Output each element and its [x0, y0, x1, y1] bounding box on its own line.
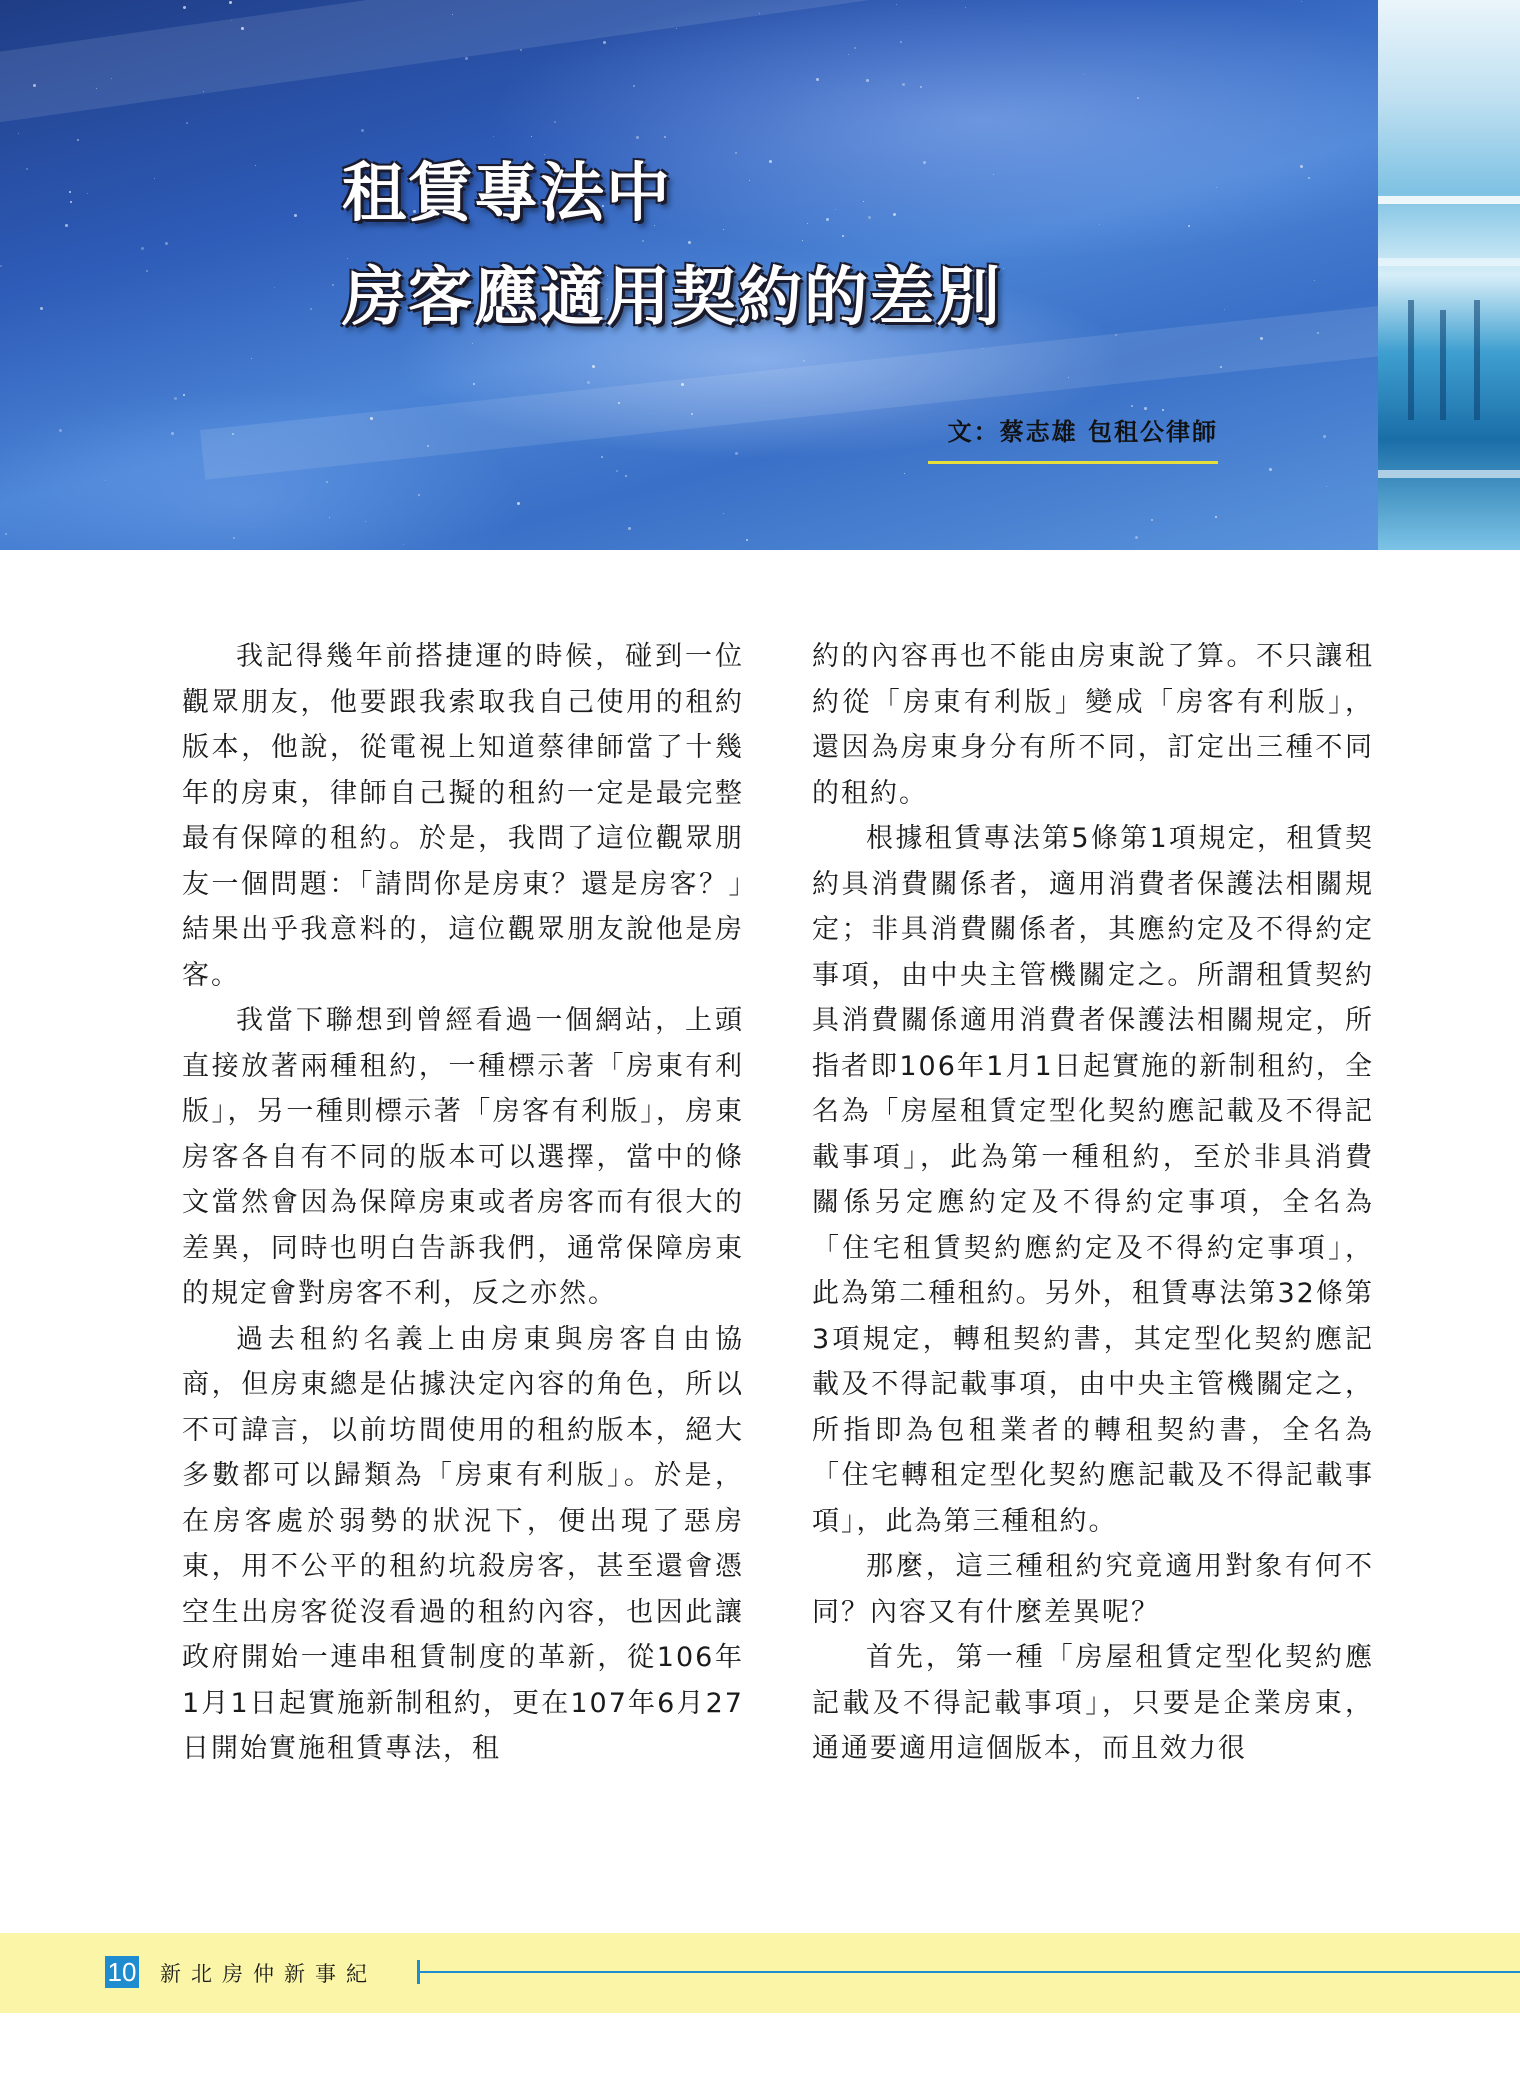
- star-dot: [554, 121, 556, 123]
- star-dot: [520, 49, 522, 51]
- star-dot: [452, 14, 453, 15]
- star-dot: [863, 201, 864, 202]
- paragraph: 那麼，這三種租約究竟適用對象有何不同？內容又有什麼差異呢？: [812, 1551, 1374, 1628]
- star-dot: [186, 122, 188, 124]
- star-dot: [165, 242, 168, 245]
- star-dot: [310, 308, 312, 310]
- star-dot: [347, 258, 348, 259]
- byline-underline: [928, 461, 1218, 464]
- star-dot: [749, 180, 750, 181]
- star-dot: [1301, 1, 1302, 2]
- article-column-right: [812, 634, 1374, 1772]
- star-dot: [835, 209, 836, 210]
- star-dot: [1300, 165, 1303, 168]
- star-dot: [26, 168, 28, 170]
- article-title-line-1: 租賃專法中: [342, 157, 672, 231]
- star-dot: [251, 358, 252, 359]
- star-dot: [1314, 280, 1315, 281]
- star-dot: [255, 165, 256, 166]
- water-glass-photo: [1378, 0, 1520, 550]
- star-dot: [636, 136, 639, 139]
- star-dot: [59, 429, 62, 432]
- star-dot: [854, 47, 856, 49]
- star-dot: [896, 4, 897, 5]
- star-dot: [900, 41, 902, 43]
- article-byline: 文：蔡志雄 包租公律師: [947, 418, 1218, 446]
- star-dot: [418, 494, 420, 496]
- star-dot: [1083, 74, 1084, 75]
- star-dot: [803, 360, 805, 362]
- star-dot: [681, 383, 684, 386]
- star-dot: [1115, 334, 1117, 336]
- star-dot: [1216, 187, 1217, 188]
- star-dot: [183, 6, 186, 9]
- magazine-title: 新北房仲新事紀: [160, 1962, 377, 1986]
- page-number: 10: [105, 1956, 139, 1988]
- star-dot: [141, 247, 144, 250]
- star-dot: [146, 270, 148, 272]
- star-dot: [233, 537, 235, 539]
- star-dot: [893, 213, 896, 216]
- footer-rule: [417, 1971, 1520, 1973]
- star-dot: [1317, 332, 1319, 334]
- star-dot: [1151, 519, 1153, 521]
- star-dot: [993, 174, 994, 175]
- star-dot: [329, 517, 330, 518]
- star-dot: [69, 191, 71, 193]
- star-dot: [1188, 225, 1190, 227]
- article-title-line-2: 房客應適用契約的差別: [342, 261, 1002, 335]
- star-dot: [848, 54, 849, 55]
- star-dot: [183, 394, 185, 396]
- star-dot: [868, 216, 871, 219]
- paragraph: 約的內容再也不能由房東說了算。不只讓租約從「房東有利版」變成「房客有利版」，還因為房東身分有所不同，訂定出三種不同的租約。: [812, 641, 1374, 809]
- star-dot: [723, 513, 724, 514]
- star-dot: [154, 178, 155, 179]
- star-dot: [1135, 536, 1138, 539]
- star-dot: [735, 152, 737, 154]
- star-dot: [427, 445, 429, 447]
- star-dot: [403, 544, 404, 545]
- star-dot: [1003, 268, 1004, 269]
- star-dot: [1131, 405, 1133, 407]
- star-dot: [1308, 177, 1310, 179]
- star-dot: [723, 229, 724, 230]
- star-dot: [365, 521, 366, 522]
- star-dot: [923, 161, 926, 164]
- star-dot: [274, 287, 275, 288]
- star-dot: [807, 223, 808, 224]
- star-dot: [70, 201, 72, 203]
- star-dot: [676, 28, 677, 29]
- star-dot: [603, 41, 606, 44]
- star-dot: [174, 397, 177, 400]
- paragraph: 我記得幾年前搭捷運的時候，碰到一位觀眾朋友，他要跟我索取我自己使用的租約版本，他說，從電視上知道蔡律師當了十幾年的房東，律師自己擬的租約一定是最完整最有保障的租約。於是，我問了這位觀眾朋友一個問題：「請問你是房東？還是房客？」結果出乎我意料的，這位觀眾朋友說他是房客。: [182, 641, 744, 991]
- star-dot: [105, 480, 106, 481]
- header-banner: [0, 0, 1378, 550]
- paragraph: 過去租約名義上由房東與房客自由協商，但房東總是佔據決定內容的角色，所以不可諱言，以前坊間使用的租約版本，絕大多數都可以歸類為「房東有利版」。於是，在房客處於弱勢的狀況下，便出現了惡房東，用不公平的租約坑殺房客，甚至還會憑空生出房客從沒看過的租約內容，也因此讓政府開始一連串租賃制度的革新，從106年1月1日起實施新制租約，更在107年6月27日開始實施租賃專法，租: [182, 1323, 744, 1764]
- star-dot: [231, 20, 232, 21]
- star-dot: [77, 139, 79, 141]
- star-dot: [171, 432, 174, 435]
- star-dot: [587, 381, 590, 384]
- star-dot: [1326, 486, 1327, 487]
- star-dot: [332, 284, 334, 286]
- star-dot: [1323, 435, 1326, 438]
- star-dot: [688, 241, 691, 244]
- star-dot: [472, 343, 473, 344]
- star-dot: [759, 13, 760, 14]
- star-dot: [203, 91, 204, 92]
- star-dot: [1224, 309, 1225, 310]
- paragraph: 我當下聯想到曾經看過一個網站，上頭直接放著兩種租約，一種標示著「房東有利版」，另一種則標示著「房客有利版」，房東房客各自有不同的版本可以選擇，當中的條文當然會因為保障房東或者房客而有很大的差異，同時也明白告訴我們，通常保障房東的規定會對房客不利，反之亦然。: [182, 1005, 744, 1309]
- star-dot: [5, 533, 7, 535]
- star-dot: [18, 133, 19, 134]
- article-column-left: [182, 634, 744, 1772]
- star-dot: [625, 475, 627, 477]
- paragraph: 根據租賃專法第5條第1項規定，租賃契約具消費關係者，適用消費者保護法相關規定；非具消費關係者，其應約定及不得約定事項，由中央主管機關定之。所謂租賃契約具消費關係適用消費者保護法相關規定，所指者即106年1月1日起實施的新制租約，全名為「房屋租賃定型化契約應記載及不得記載事項」，此為第一種租約，至於非具消費關係另定應約定及不得約定事項，全名為「住宅租賃契約應約定及不得約定事項」，此為第二種租約。另外，租賃專法第32條第3項規定，轉租契約書，其定型化契約應記載及不得記載事項，由中央主管機關定之，所指即為包租業者的轉租契約書，全名為「住宅轉租定型化契約應記載及不得記載事項」，此為第三種租約。: [812, 823, 1374, 1537]
- star-dot: [1099, 224, 1100, 225]
- star-dot: [628, 527, 631, 530]
- star-dot: [902, 83, 905, 86]
- star-dot: [1220, 366, 1222, 368]
- star-dot: [531, 136, 532, 137]
- star-dot: [904, 473, 905, 474]
- star-dot: [601, 456, 603, 458]
- star-dot: [326, 481, 328, 483]
- star-dot: [1260, 337, 1263, 340]
- star-dot: [87, 193, 88, 194]
- star-dot: [633, 85, 635, 87]
- star-dot: [544, 154, 545, 155]
- star-dot: [1068, 377, 1069, 378]
- star-dot: [664, 136, 666, 138]
- star-dot: [1144, 407, 1147, 410]
- star-dot: [842, 235, 844, 237]
- star-dot: [241, 27, 244, 30]
- star-dot: [592, 365, 595, 368]
- star-dot: [616, 470, 618, 472]
- star-dot: [361, 129, 364, 132]
- star-dot: [866, 79, 869, 82]
- star-dot: [1137, 97, 1139, 99]
- star-dot: [826, 218, 829, 221]
- star-dot: [40, 307, 43, 310]
- star-dot: [1162, 409, 1164, 411]
- star-dot: [493, 136, 494, 137]
- star-dot: [517, 502, 520, 505]
- star-dot: [735, 452, 738, 455]
- star-dot: [920, 86, 922, 88]
- star-dot: [965, 7, 966, 8]
- star-dot: [769, 160, 772, 163]
- star-dot: [473, 383, 475, 385]
- star-dot: [642, 240, 644, 242]
- star-dot: [1215, 516, 1217, 518]
- star-dot: [746, 539, 748, 541]
- star-dot: [802, 240, 803, 241]
- star-dot: [618, 402, 620, 404]
- star-dot: [816, 78, 819, 81]
- star-dot: [232, 433, 234, 435]
- star-dot: [1269, 468, 1272, 471]
- star-dot: [229, 1, 232, 4]
- star-dot: [96, 88, 97, 89]
- star-dot: [982, 348, 983, 349]
- star-dot: [0, 265, 2, 267]
- star-dot: [465, 57, 468, 60]
- paragraph: 首先，第一種「房屋租賃定型化契約應記載及不得記載事項」，只要是企業房東，通通要適用這個版本，而且效力很: [812, 1642, 1374, 1764]
- star-dot: [111, 78, 112, 79]
- star-dot: [33, 84, 36, 87]
- star-dot: [370, 417, 373, 420]
- star-dot: [691, 413, 693, 415]
- star-dot: [65, 224, 68, 227]
- star-dot: [294, 214, 297, 217]
